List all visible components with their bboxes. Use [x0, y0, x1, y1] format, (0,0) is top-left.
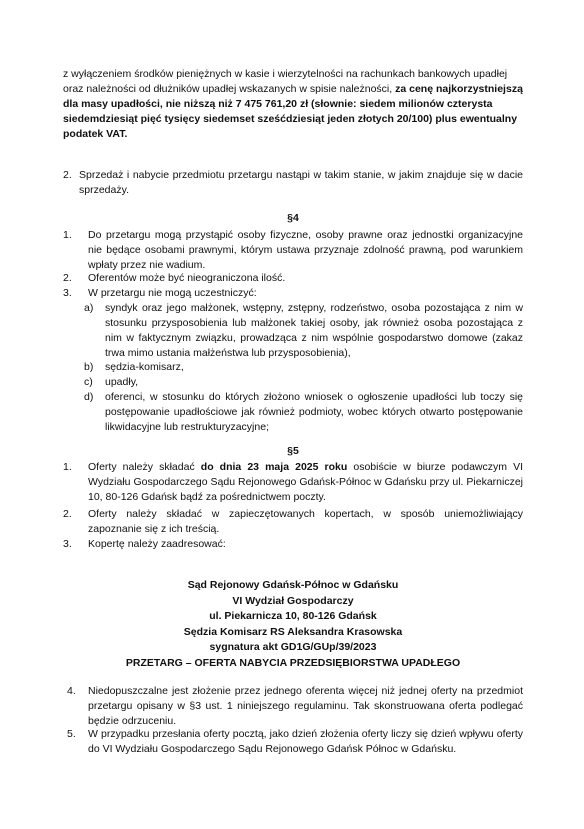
item-4-text: Niedopuszczalne jest złożenie przez jednego oferenta więcej niż jednej oferty na przedmiot przetargu opisany w §3 ust. 1 niniejszego regulaminu. Tak skonstruowana oferta podlegać będzie odrzuceniu.: [88, 685, 523, 727]
intro-line-3: dla masy upadłości, nie niższą niż 7 475 761,20 zł (słownie: siedem milionów czterysta: [63, 98, 493, 110]
s5-item-2-number: 2.: [63, 508, 72, 520]
item-5-number: 5.: [67, 728, 76, 740]
s4-item-1-number: 1.: [63, 229, 72, 241]
address-department: VI Wydział Gospodarczy: [232, 594, 354, 607]
s5-item-1-part-c: osobiście w biurze podawczym VI Wydziału Gospodarczego Sądu Rejonowego Gdańsk-Północ w Gdańsku przy ul. Piekarniczej 10, 80-126 Gdańsk bądź za pośrednictwem poczty.: [88, 461, 523, 503]
item-2-number: 2.: [63, 169, 72, 181]
s4-item-2-number: 2.: [63, 272, 72, 284]
s5-deadline: do dnia 23 maja 2025 roku: [200, 461, 348, 473]
intro-line-2-normal: oraz należności od dłużników upadłej wskazanych w spisie należności,: [63, 83, 396, 95]
s5-item-3-number: 3.: [63, 538, 72, 550]
intro-line-1: z wyłączeniem środków pieniężnych w kasie i wierzytelności na rachunkach bankowych upadłej: [63, 68, 508, 80]
s4-sub-b-letter: b): [84, 361, 94, 373]
address-block: [63, 578, 523, 671]
item-2-text: Sprzedaż i nabycie przedmiotu przetargu nastąpi w takim stanie, w jakim znajduje się w dacie sprzedaży.: [79, 169, 523, 196]
section-4-heading: §4: [287, 212, 299, 224]
section-5-heading: §5: [287, 445, 299, 457]
address-judge: Sędzia Komisarz RS Aleksandra Krasowska: [183, 625, 403, 638]
intro-line-5: podatek VAT.: [63, 128, 128, 140]
s4-item-2-text: Oferentów może być nieograniczona ilość.: [88, 272, 286, 284]
s4-sub-a-letter: a): [84, 302, 94, 314]
s4-sub-c-text: upadły,: [105, 376, 139, 388]
intro-line-4: siedemdziesiąt pięć tysięcy siedemset sześćdziesiąt jeden złotych 20/100) plus ewentualny: [63, 113, 518, 125]
s4-sub-a-text: syndyk oraz jego małżonek, wstępny, zstępny, rodzeństwo, osoba pozostająca z nim w stosunku przysposobienia lub małżonek takiej osoby, jak również osoba pozostająca z nim w faktycznym związku, prowadząca z nim wspólnie gospodarstwo domowe (zakaz trwa mimo ustania małżeństwa lub przysposobienia),: [105, 302, 523, 359]
address-street: ul. Piekarnicza 10, 80-126 Gdańsk: [209, 610, 377, 622]
item-4-number: 4.: [67, 685, 76, 697]
s4-sub-c-letter: c): [84, 376, 93, 388]
address-case-number: sygnatura akt GD1G/GUp/39/2023: [209, 641, 377, 653]
s4-sub-d-letter: d): [84, 391, 94, 403]
s5-item-2-text: Oferty należy składać w zapieczętowanych kopertach, w sposób uniemożliwiający zapoznanie się z ich treścią.: [88, 508, 523, 535]
address-court: Sąd Rejonowy Gdańsk-Północ w Gdańsku: [187, 579, 399, 591]
intro-line-2-bold: za cenę najkorzystniejszą: [395, 83, 523, 95]
intro-line-2: [63, 82, 523, 97]
s4-item-3-text: W przetargu nie mogą uczestniczyć:: [88, 287, 257, 299]
s4-sub-d-text: oferenci, w stosunku do których złożono wniosek o ogłoszenie upadłości lub toczy się postępowanie upadłościowe jak również podmioty, wobec których otwarto postępowanie likwidacyjne lub restrukturyzacyjne;: [105, 391, 523, 433]
s5-item-1-text: [88, 460, 523, 505]
item-5-text: W przypadku przesłania oferty pocztą, jako dzień złożenia oferty liczy się dzień wpływu oferty do VI Wydziału Gospodarczego Sądu Rejonowego Gdańsk Północ w Gdańsku.: [88, 728, 523, 755]
s5-item-1-part-a: Oferty należy składać: [88, 461, 201, 473]
s4-item-1-text: Do przetargu mogą przystąpić osoby fizyczne, osoby prawne oraz jednostki organizacyjne nie będące osobami prawnymi, którym ustawa przyznaje zdolność prawną, pod warunkiem wpłaty przez nie wadium.: [88, 229, 523, 271]
s4-sub-b-text: sędzia-komisarz,: [105, 361, 184, 373]
intro-paragraph: [63, 67, 523, 142]
s5-item-3-text: Kopertę należy zaadresować:: [88, 538, 226, 550]
address-subject: PRZETARG – OFERTA NABYCIA PRZEDSIĘBIORSTWA UPADŁEGO: [125, 656, 461, 669]
s5-item-1-number: 1.: [63, 461, 72, 473]
s4-item-3-number: 3.: [63, 287, 72, 299]
